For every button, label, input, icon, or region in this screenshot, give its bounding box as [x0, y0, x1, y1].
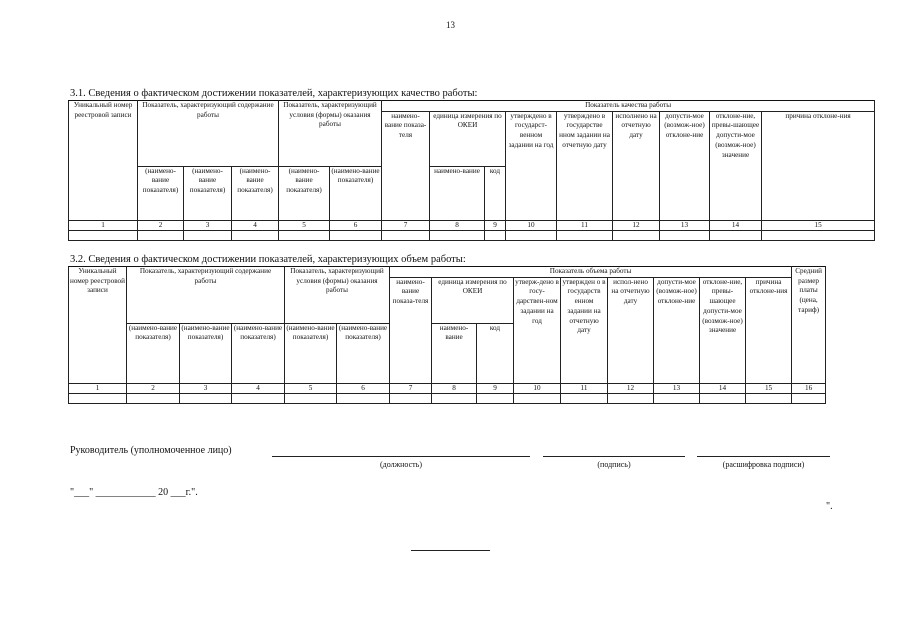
col-num-2: 2	[138, 220, 184, 230]
empty-cell[interactable]	[337, 393, 390, 403]
header-conditions: Показатель, характеризующий условия (формы) оказания работы	[285, 267, 390, 324]
empty-cell[interactable]	[660, 230, 710, 240]
head-label: Руководитель (уполномоченное лицо)	[70, 445, 232, 456]
volume-table	[68, 266, 826, 404]
empty-cell[interactable]	[184, 230, 232, 240]
empty-cell[interactable]	[613, 230, 660, 240]
header-content-2: (наимено-вание показателя)	[180, 323, 232, 383]
header-unit-name: наимено-вание	[432, 323, 477, 383]
header-conditions-1: (наимено-вание показателя)	[285, 323, 337, 383]
header-approved-year: утверждено в государст-венном задании на год	[506, 111, 557, 220]
empty-cell[interactable]	[762, 230, 875, 240]
col-num-8: 8	[432, 383, 477, 393]
col-num-10: 10	[514, 383, 561, 393]
empty-cell[interactable]	[654, 393, 700, 403]
col-num-9: 9	[477, 383, 514, 393]
decoding-line[interactable]	[697, 456, 830, 457]
date-line: "___" ____________ 20 ___г.".	[70, 487, 198, 498]
header-content-1: (наимено-вание показателя)	[138, 166, 184, 220]
col-num-3: 3	[184, 220, 232, 230]
table-row	[69, 393, 826, 403]
header-content: Показатель, характеризующий содержание работы	[138, 101, 279, 167]
column-number-row	[69, 220, 875, 230]
empty-cell[interactable]	[557, 230, 613, 240]
header-approved-date: утверждено в государстве нном задании на отчетную дату	[557, 111, 613, 220]
empty-cell[interactable]	[138, 230, 184, 240]
header-conditions: Показатель, характеризующий условия (формы) оказания работы	[279, 101, 382, 167]
empty-cell[interactable]	[430, 230, 485, 240]
empty-cell[interactable]	[506, 230, 557, 240]
header-approved-date: утвержден о в государств енном задании на отчетную дату	[561, 277, 608, 383]
col-num-3: 3	[180, 383, 232, 393]
col-num-7: 7	[390, 383, 432, 393]
col-num-8: 8	[430, 220, 485, 230]
empty-cell[interactable]	[127, 393, 180, 403]
header-reason: причина отклоне-ния	[746, 277, 792, 383]
empty-cell[interactable]	[746, 393, 792, 403]
empty-cell[interactable]	[608, 393, 654, 403]
header-deviation-allowed: допусти-мое (возмож-ное) отклоне-ние	[660, 111, 710, 220]
empty-cell[interactable]	[561, 393, 608, 403]
signature-caption: (подпись)	[597, 460, 631, 469]
header-conditions-1: (наимено-вание показателя)	[279, 166, 330, 220]
empty-cell[interactable]	[700, 393, 746, 403]
header-registry: Уникальный номер реестровой записи	[69, 101, 138, 221]
empty-cell[interactable]	[792, 393, 826, 403]
empty-cell[interactable]	[69, 230, 138, 240]
empty-cell[interactable]	[330, 230, 382, 240]
header-unit: единица измерения по ОКЕИ	[430, 111, 506, 166]
header-approved-year: утверж-дено в госу-дарствен-ном задании на год	[514, 277, 561, 383]
col-num-16: 16	[792, 383, 826, 393]
header-executed: исполнено на отчетную дату	[613, 111, 660, 220]
col-num-14: 14	[710, 220, 762, 230]
col-num-11: 11	[561, 383, 608, 393]
header-unit: единица измерения по ОКЕИ	[432, 277, 514, 323]
col-num-11: 11	[557, 220, 613, 230]
position-caption: (должность)	[380, 460, 422, 469]
col-num-1: 1	[69, 383, 127, 393]
col-num-10: 10	[506, 220, 557, 230]
header-executed: испол-нено на отчетную дату	[608, 277, 654, 383]
col-num-6: 6	[337, 383, 390, 393]
header-unit-code: код	[477, 323, 514, 383]
col-num-5: 5	[285, 383, 337, 393]
header-avg-price: Средний размер платы (цена, тариф)	[792, 267, 826, 384]
table-row	[69, 230, 875, 240]
signature-line[interactable]	[543, 456, 685, 457]
empty-cell[interactable]	[285, 393, 337, 403]
empty-cell[interactable]	[382, 230, 430, 240]
empty-cell[interactable]	[180, 393, 232, 403]
col-num-15: 15	[762, 220, 875, 230]
page-number: 13	[446, 20, 455, 30]
decoding-caption: (расшифровка подписи)	[722, 460, 805, 469]
col-num-9: 9	[485, 220, 506, 230]
col-num-15: 15	[746, 383, 792, 393]
header-registry: Уникальный номер реестровой записи	[69, 267, 127, 384]
empty-cell[interactable]	[232, 230, 279, 240]
quality-table	[68, 100, 875, 241]
col-num-13: 13	[654, 383, 700, 393]
header-quality: Показатель качества работы	[382, 101, 875, 112]
section-title-volume: 3.2. Сведения о фактическом достижении показателей, характеризующих объем работы:	[70, 254, 466, 265]
header-deviation-exceeding: отклоне-ние, превы-шающее допусти-мое (возмож-ное) значение	[700, 277, 746, 383]
col-num-6: 6	[330, 220, 382, 230]
header-conditions-2: (наимено-вание показателя)	[337, 323, 390, 383]
empty-cell[interactable]	[477, 393, 514, 403]
position-line[interactable]	[272, 456, 530, 457]
header-conditions-2: (наимено-вание показателя)	[330, 166, 382, 220]
header-indicator-name: наимено-вание показа-теля	[390, 277, 432, 383]
empty-cell[interactable]	[232, 393, 285, 403]
col-num-4: 4	[232, 383, 285, 393]
footnote-separator	[411, 550, 490, 551]
col-num-14: 14	[700, 383, 746, 393]
closing-mark: ".	[826, 501, 833, 512]
col-num-4: 4	[232, 220, 279, 230]
col-num-5: 5	[279, 220, 330, 230]
header-content-3: (наимено-вание показателя)	[232, 323, 285, 383]
empty-cell[interactable]	[390, 393, 432, 403]
empty-cell[interactable]	[514, 393, 561, 403]
col-num-13: 13	[660, 220, 710, 230]
header-indicator-name: наимено-вание показа-теля	[382, 111, 430, 220]
section-title-quality: 3.1. Сведения о фактическом достижении показателей, характеризующих качество работы:	[70, 88, 478, 99]
col-num-12: 12	[613, 220, 660, 230]
header-content-2: (наимено-вание показателя)	[184, 166, 232, 220]
header-deviation-exceeding: отклоне-ние, превы-шающее допусти-мое (возмож-ное) значение	[710, 111, 762, 220]
empty-cell[interactable]	[279, 230, 330, 240]
header-volume: Показатель объема работы	[390, 267, 792, 278]
header-unit-name: наимено-вание	[430, 166, 485, 220]
empty-cell[interactable]	[69, 393, 127, 403]
empty-cell[interactable]	[710, 230, 762, 240]
col-num-2: 2	[127, 383, 180, 393]
header-content: Показатель, характеризующий содержание работы	[127, 267, 285, 324]
empty-cell[interactable]	[432, 393, 477, 403]
header-reason: причина отклоне-ния	[762, 111, 875, 220]
header-content-1: (наимено-вание показателя)	[127, 323, 180, 383]
col-num-12: 12	[608, 383, 654, 393]
empty-cell[interactable]	[485, 230, 506, 240]
col-num-7: 7	[382, 220, 430, 230]
column-number-row	[69, 383, 826, 393]
col-num-1: 1	[69, 220, 138, 230]
header-deviation-allowed: допусти-мое (возмож-ное) отклоне-ние	[654, 277, 700, 383]
header-unit-code: код	[485, 166, 506, 220]
header-content-3: (наимено-вание показателя)	[232, 166, 279, 220]
